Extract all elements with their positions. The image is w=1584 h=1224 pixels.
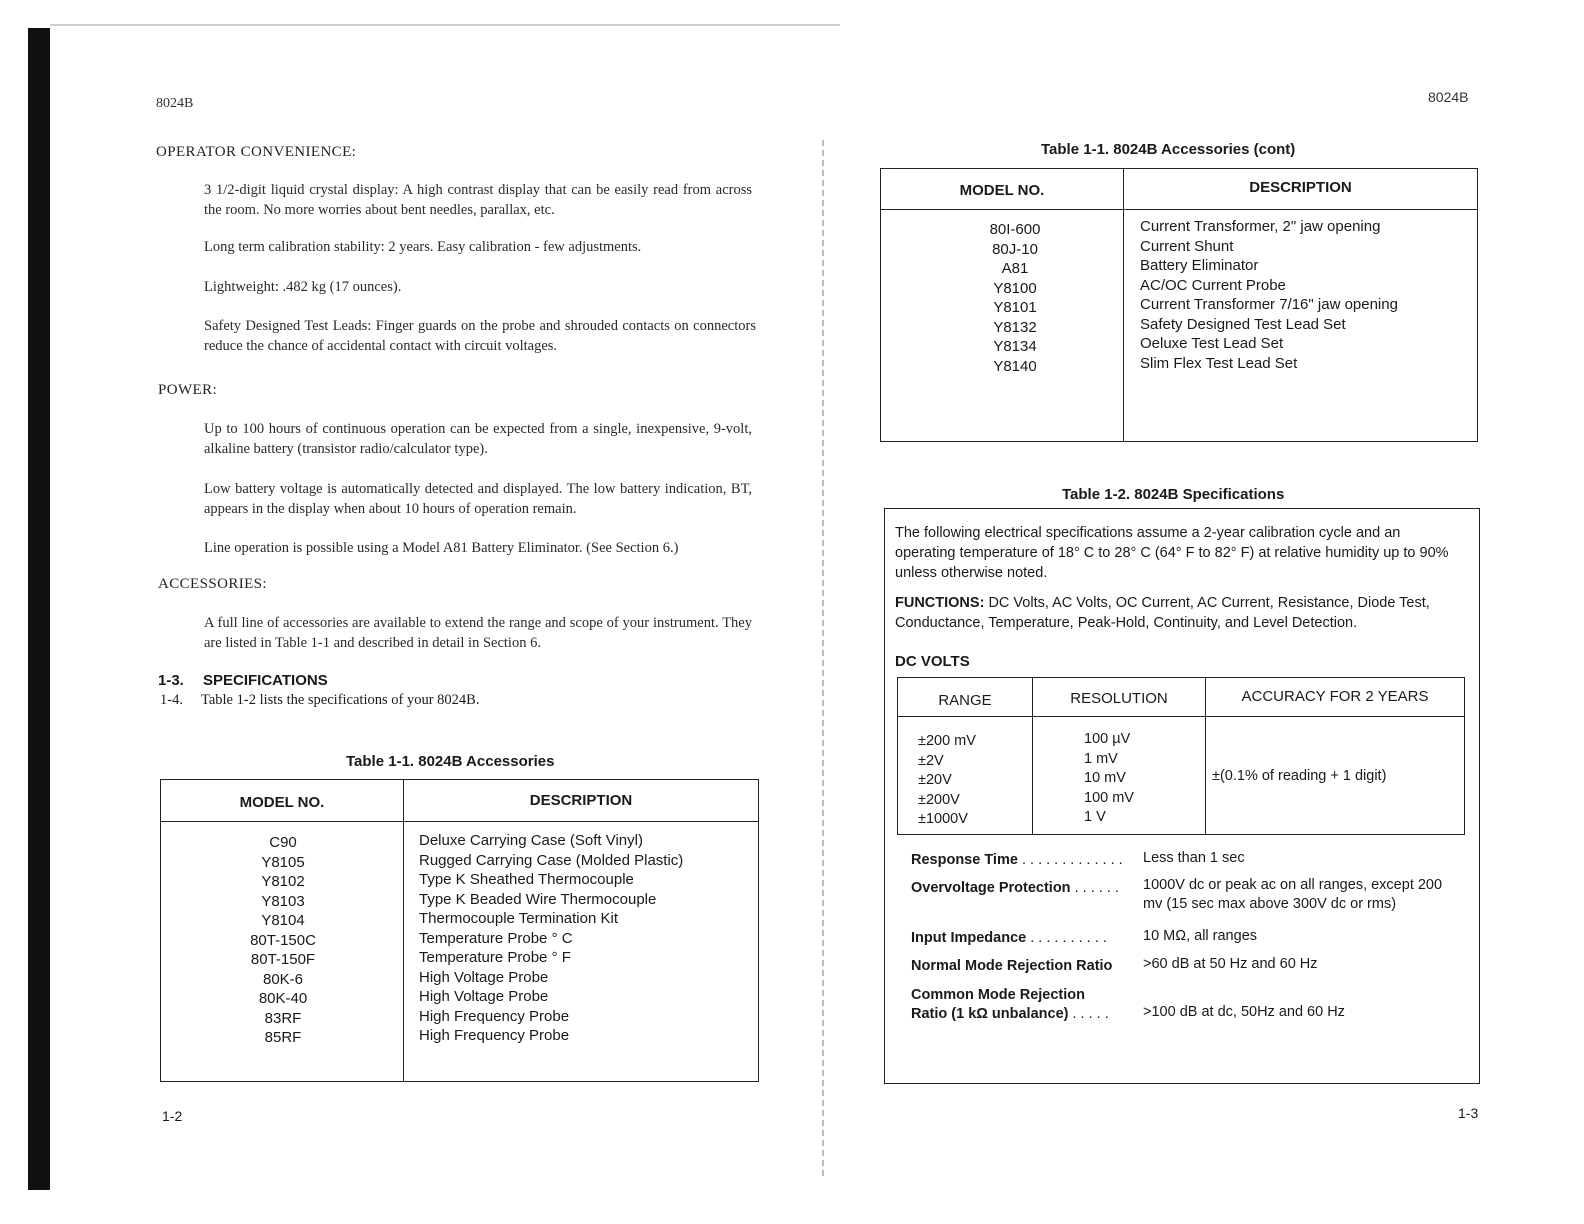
functions-text: DC Volts, AC Volts, OC Current, AC Current, Resistance, Diode Test, Conductance, Temperature, Peak-Hold, Continuity, and Level Detection.: [895, 595, 1430, 631]
section-title-operator-convenience: OPERATOR CONVENIENCE:: [156, 144, 357, 160]
spec-label-normal-mode: Normal Mode Rejection Ratio: [911, 958, 1113, 974]
table-header-model: MODEL NO.: [239, 794, 325, 811]
spec-value-response-time: Less than 1 sec: [1143, 850, 1245, 866]
dc-accuracy-value: ±(0.1% of reading + 1 digit): [1212, 768, 1387, 784]
dc-resolution-column: 100 µV 1 mV 10 mV 100 mV 1 V: [1084, 731, 1134, 825]
spec-heading-number: 1-3.: [158, 672, 184, 689]
page-top-edge: [50, 24, 840, 26]
dc-ranges-column: ±200 mV ±2V ±20V ±200V ±1000V: [918, 733, 976, 827]
center-gutter: [822, 140, 824, 1180]
spec-value-normal-mode: >60 dB at 50 Hz and 60 Hz: [1143, 956, 1318, 972]
page-binding-shadow: [28, 28, 50, 1190]
left-page-number: 1-2: [162, 1108, 183, 1124]
spec-line-number: 1-4.: [160, 692, 183, 708]
section-title-power: POWER:: [158, 382, 218, 398]
paragraph-lightweight: Lightweight: .482 kg (17 ounces).: [204, 279, 402, 295]
right-page-number: 1-3: [1458, 1105, 1479, 1121]
dc-header-resolution: RESOLUTION: [1070, 690, 1168, 707]
table-header-description: DESCRIPTION: [529, 792, 633, 809]
table-description-column: Current Transformer, 2" jaw opening Current Shunt Battery Eliminator AC/OC Current Probe Current Transformer 7/16" jaw opening Safety Designed Test Lead Set Oeluxe Test Lead Set Slim Flex Test Lead Set: [1140, 218, 1398, 372]
table-1-1-caption: Table 1-1. 8024B Accessories: [346, 753, 555, 770]
table-header-divider: [881, 209, 1477, 210]
section-title-accessories: ACCESSORIES:: [158, 576, 267, 592]
spec-value-common-mode: >100 dB at dc, 50Hz and 60 Hz: [1143, 1004, 1345, 1020]
table-description-column: Deluxe Carrying Case (Soft Vinyl) Rugged Carrying Case (Molded Plastic) Type K Sheathed Thermocouple Type K Beaded Wire Thermocouple Thermocouple Termination Kit Temperature Probe ° C Temperature Probe ° F High Voltage Probe High Voltage Probe High Frequency Probe High Frequency Probe: [419, 832, 684, 1044]
dc-header-range: RANGE: [938, 692, 992, 709]
table-1-1-cont-caption: Table 1-1. 8024B Accessories (cont): [1041, 141, 1296, 158]
accessories-table: [160, 779, 759, 1082]
table-1-2-caption: Table 1-2. 8024B Specifications: [1062, 486, 1285, 503]
paragraph-test-leads: Safety Designed Test Leads: Finger guards on the probe and shrouded contacts on connectors reduce the chance of accidental contact with circuit voltages.: [204, 318, 756, 354]
spec-value-input-impedance: 10 MΩ, all ranges: [1143, 928, 1258, 944]
table-header-divider: [161, 821, 758, 822]
paragraph-low-battery: Low battery voltage is automatically detected and displayed. The low battery indication, BT, appears in the display when about 10 hours of operation remain.: [204, 481, 752, 517]
spec-label-response-time: Response Time . . . . . . . . . . . . .: [911, 852, 1123, 868]
dc-volts-table: [897, 677, 1465, 835]
spec-heading: SPECIFICATIONS: [203, 672, 328, 689]
dc-table-header-divider: [898, 716, 1464, 717]
table-column-divider: [403, 780, 404, 1081]
accessories-cont-table: [880, 168, 1478, 442]
functions-label: FUNCTIONS:: [895, 595, 985, 611]
table-header-description: DESCRIPTION: [1249, 179, 1352, 196]
table-model-column: 80I-600 80J-10 A81 Y8100 Y8101 Y8132 Y8134 Y8140: [989, 221, 1041, 375]
spec-value-overvoltage: 1000V dc or peak ac on all ranges, except 200 mv (15 sec max above 300V dc or rms): [1143, 877, 1443, 912]
right-page-header: 8024B: [1428, 89, 1469, 105]
paragraph-lcd: 3 1/2-digit liquid crystal display: A high contrast display that can be easily read from across the room. No more worries about bent needles, parallax, etc.: [204, 182, 752, 218]
paragraph-calibration: Long term calibration stability: 2 years. Easy calibration - few adjustments.: [204, 239, 642, 255]
table-model-column: C90 Y8105 Y8102 Y8103 Y8104 80T-150C 80T-150F 80K-6 80K-40 83RF 85RF: [250, 834, 316, 1046]
spec-label-common-mode: Common Mode Rejection Ratio (1 kΩ unbalance) . . . . .: [911, 987, 1109, 1022]
spec-label-input-impedance: Input Impedance . . . . . . . . . .: [911, 930, 1107, 946]
functions-paragraph: [895, 593, 1465, 633]
dc-header-accuracy: ACCURACY FOR 2 YEARS: [1241, 688, 1429, 705]
dc-volts-title: DC VOLTS: [895, 653, 970, 670]
paragraph-accessories: A full line of accessories are available to extend the range and scope of your instrument. They are listed in Table 1-1 and described in detail in Section 6.: [204, 615, 752, 651]
paragraph-line-operation: Line operation is possible using a Model A81 Battery Eliminator. (See Section 6.): [204, 540, 679, 556]
spec-intro: The following electrical specifications assume a 2-year calibration cycle and an operating temperature of 18° C to 28° C (64° F to 82° F) at relative humidity up to 90% unless otherwise noted.: [895, 525, 1449, 581]
table-header-model: MODEL NO.: [959, 182, 1045, 199]
left-page-header: 8024B: [156, 96, 194, 111]
spec-label-overvoltage: Overvoltage Protection . . . . . .: [911, 880, 1119, 896]
specifications-box: [884, 508, 1480, 1084]
paragraph-battery-life: Up to 100 hours of continuous operation can be expected from a single, inexpensive, 9-volt, alkaline battery (transistor radio/calculator type).: [204, 421, 752, 457]
spec-line: Table 1-2 lists the specifications of your 8024B.: [201, 692, 480, 708]
